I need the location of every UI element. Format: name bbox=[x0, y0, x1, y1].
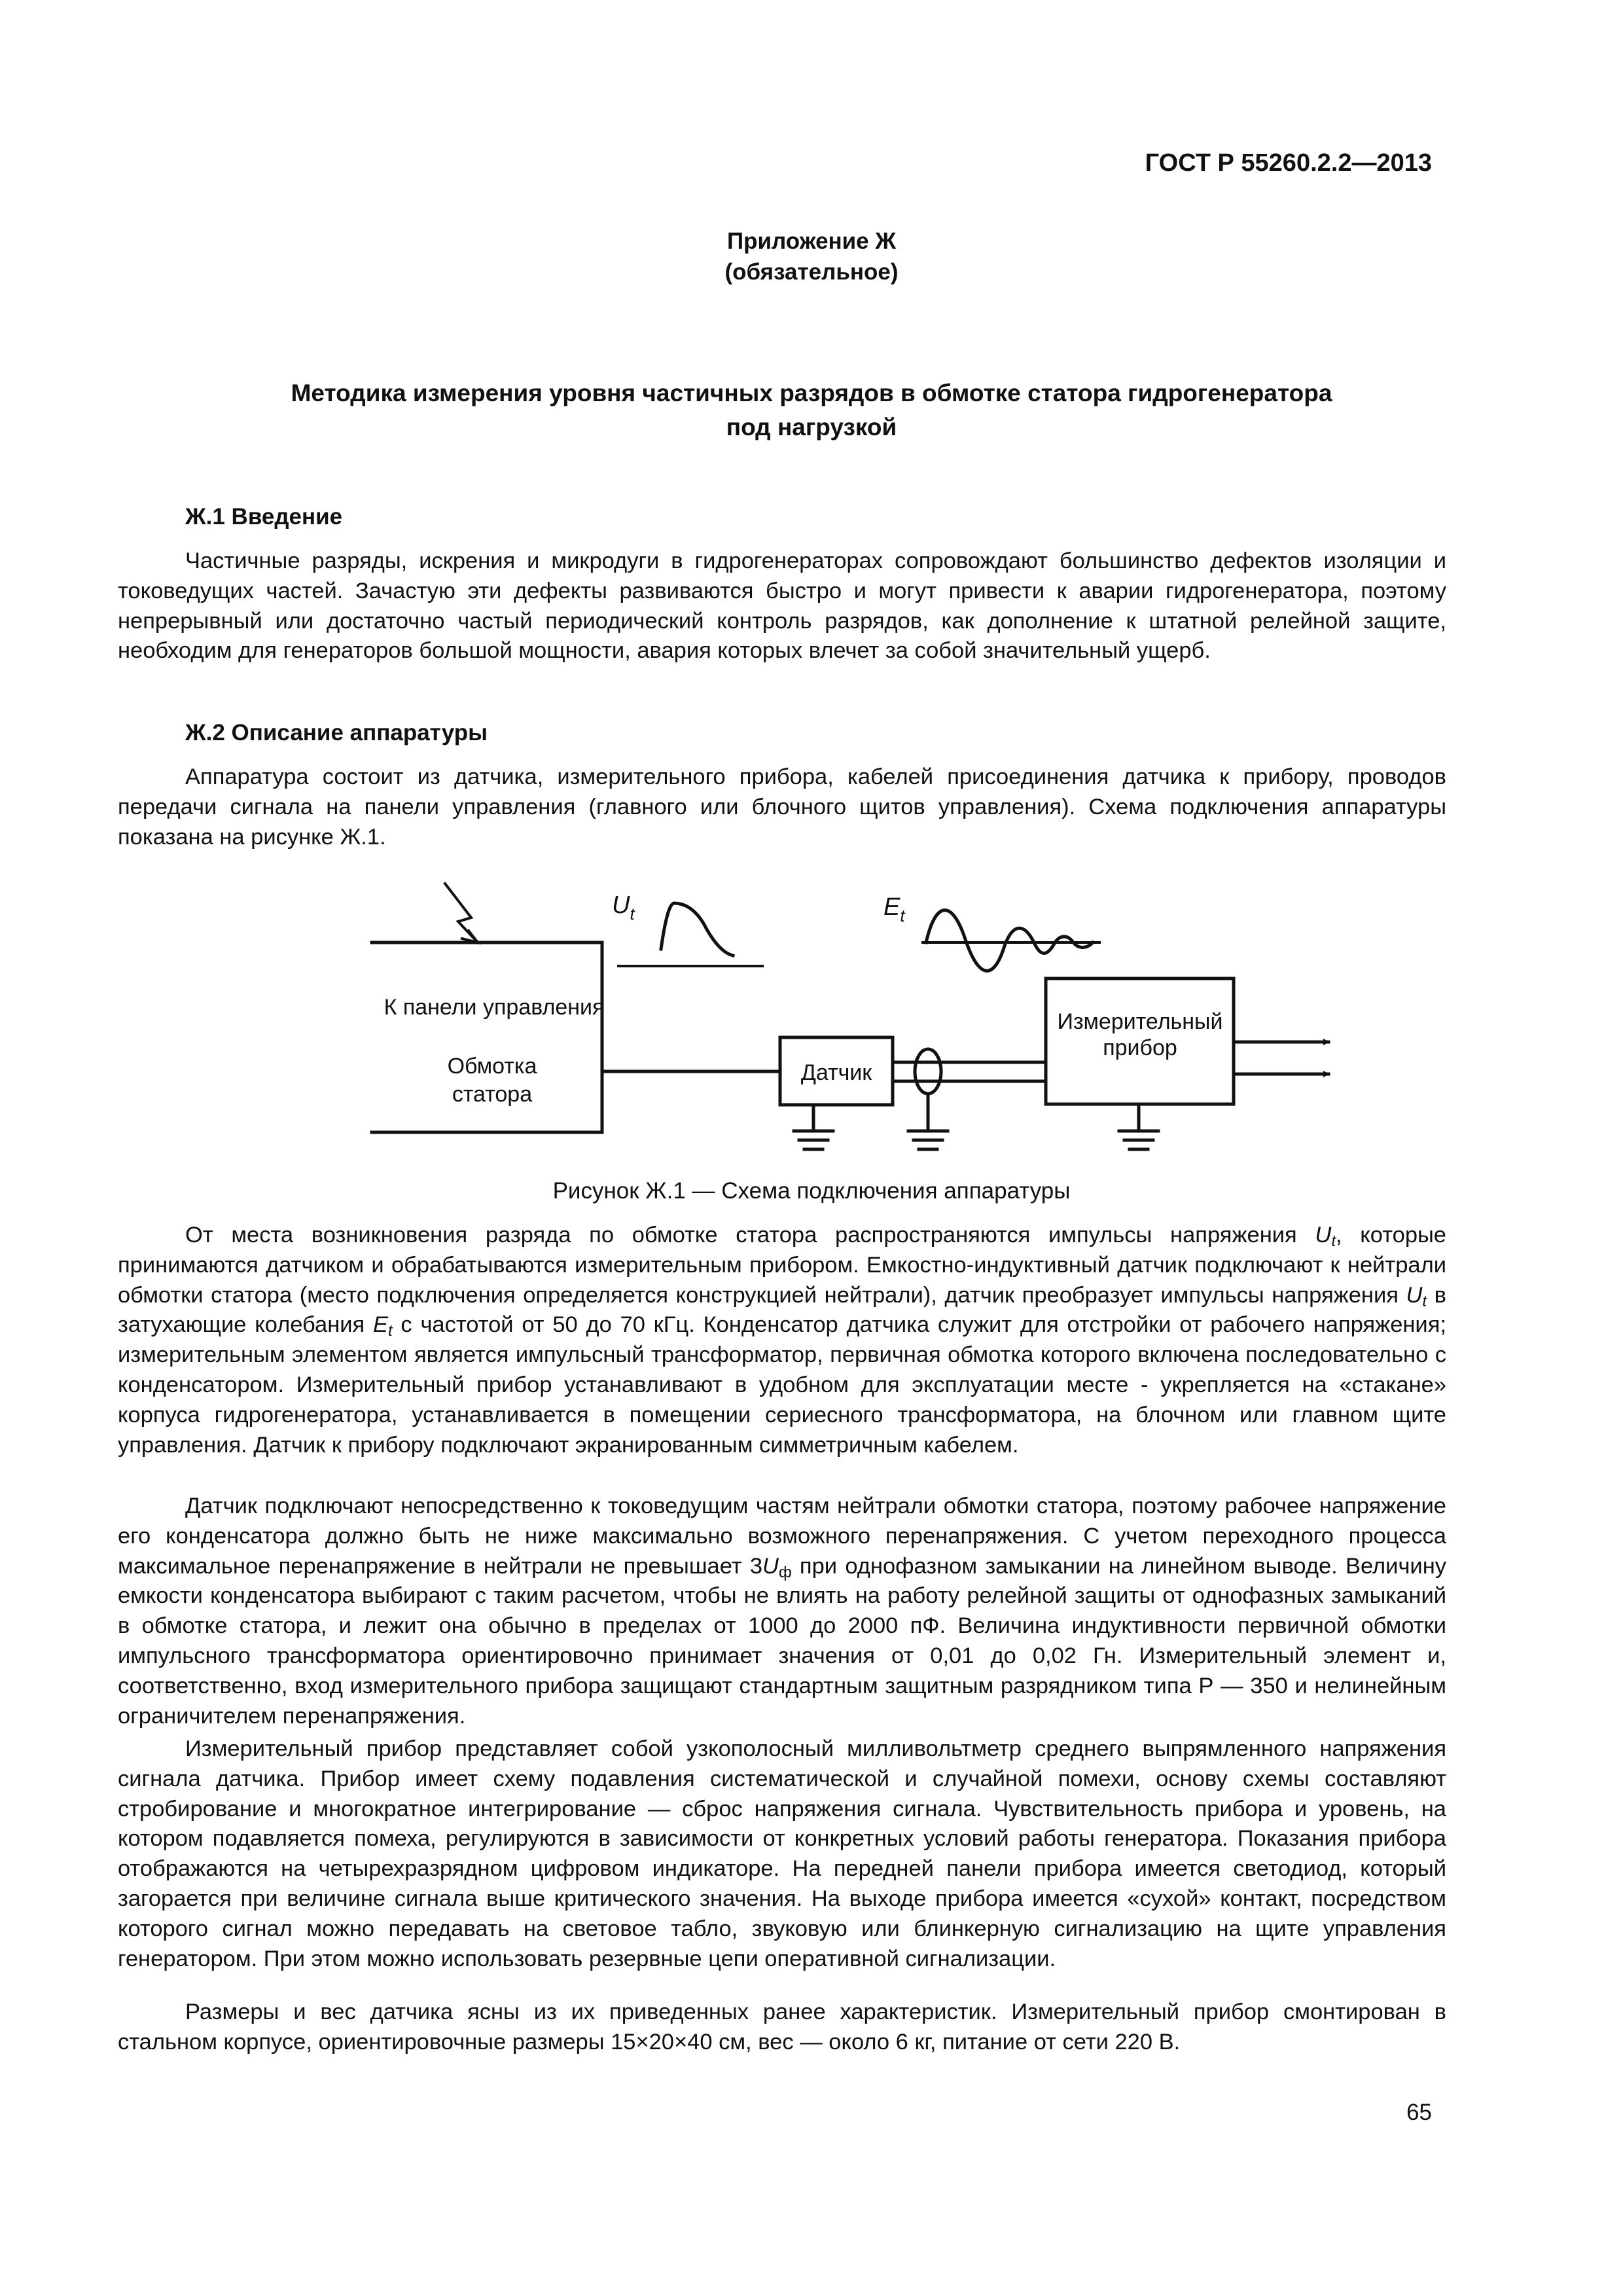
standard-code: ГОСТ Р 55260.2.2—2013 bbox=[1145, 149, 1432, 177]
cable-shield-icon bbox=[915, 1049, 941, 1094]
appendix-status: (обязательное) bbox=[724, 259, 899, 285]
page-number: 65 bbox=[1406, 2100, 1432, 2125]
label-ut: $U_t$ bbox=[612, 891, 635, 924]
label-winding-line-1: Обмотка bbox=[447, 1054, 537, 1079]
discharge-icon bbox=[445, 884, 478, 942]
paragraph-body-2: Датчик подключают непосредственно к токоведущим частям нейтрали обмотки статора, поэтому рабочее напряжение его конденсатора должно быть не ниже максимально возможного перенапряжения. С учетом переходного процесса максимальное перенапряжение в нейтрали не превышает $3U_ф$ при однофазном замыкании на линейном выводе. Величину емкости конденсатора выбирают с таким расчетом, чтобы не влиять на работу релейной защиты от однофазных замыканий в обмотке статора, и лежит она обычно в пределах от 1000 до 2000 пФ. Величина индуктивности первичной обмотки импульсного трансформатора ориентировочно принимает значения от 0,01 до 0,02 Гн. Измерительный элемент и, соответственно, вход измерительного прибора защищают стандартным защитным разрядником типа Р — 350 и нелинейным ограничителем перенапряжения. bbox=[118, 1494, 1447, 1729]
document-title bbox=[0, 376, 1623, 444]
paragraph-intro: Частичные разряды, искрения и микродуги в гидрогенераторах сопровождают большинство дефектов изоляции и токоведущих частей. Зачастую эти дефекты развиваются быстро и могут привести к аварии гидрогенератора, поэтому непрерывный или достаточно частый периодический контроль разрядов, как дополнение к штатной релейной защите, необходим для генераторов большой мощности, авария которых влечет за собой значительный ущерб. bbox=[118, 548, 1446, 664]
paragraph-body-4: Размеры и вес датчика ясны из их приведенных ранее характеристик. Измерительный прибор смонтирован в стальном корпусе, ориентировочные размеры 15×20×40 см, вес — около 6 кг, питание от сети 220 В. bbox=[118, 2000, 1446, 2054]
figure-caption: Рисунок Ж.1 — Схема подключения аппаратуры bbox=[552, 1178, 1071, 1204]
title-line-2: под нагрузкой bbox=[726, 414, 897, 440]
label-sensor: Датчик bbox=[800, 1060, 872, 1085]
paragraph-body-1: От места возникновения разряда по обмотке статора распространяются импульсы напряжения $U_t$, которые принимаются датчиком и обрабатываются измерительным прибором. Емкостно-индуктивный датчик подключают к нейтрали обмотки статора (место подключения определяется конструкцией нейтрали), датчик преобразует импульсы напряжения $U_t$ в затухающие колебания $E_t$ с частотой от 50 до 70 кГц. Конденсатор датчика служит для отстройки от рабочего напряжения; измерительным элементом является импульсный трансформатор, первичная обмотка которого включена последовательно с конденсатором. Измерительный прибор устанавливают в удобном для эксплуатации месте - укрепляется на «стакане» корпуса гидрогенератора, устанавливается в помещении сериесного трансформатора, на блочном или главном щите управления. Датчик к прибору подключают экранированным симметричным кабелем. bbox=[118, 1223, 1446, 1458]
paragraph-apparatus: Аппаратура состоит из датчика, измерительного прибора, кабелей присоединения датчика к прибору, проводов передачи сигнала на панели управления (главного или блочного щитов управления). Схема подключения аппаратуры показана на рисунке Ж.1. bbox=[118, 764, 1446, 850]
section-heading-intro: Ж.1 Введение bbox=[185, 504, 343, 529]
paragraph-body-3: Измерительный прибор представляет собой узкополосный милливольтметр среднего выпрямленного напряжения сигнала датчика. Прибор имеет схему подавления систематической и случайной помехи, основу схемы составляют стробирование и многократное интегрирование — сброс напряжения сигнала. Чувствительность прибора и уровень, на котором подавляется помеха, регулируются в зависимости от конкретных условий работы генератора. Показания прибора отображаются на четырехразрядном цифровом индикаторе. На передней панели прибора имеется светодиод, который загорается при величине сигнала выше критического значения. На выходе прибора имеется «сухой» контакт, посредством которого сигнал можно передавать на световое табло, звуковую или блинкерную сигнализацию на щите управления генератором. При этом можно использовать резервные цепи оперативной сигнализации. bbox=[118, 1736, 1446, 1971]
appendix-header bbox=[0, 226, 1623, 287]
ut-pulse-waveform bbox=[661, 903, 733, 956]
title-line-1: Методика измерения уровня частичных разрядов в обмотке статора гидрогенератора bbox=[291, 380, 1332, 406]
label-winding-line-2: статора bbox=[452, 1082, 533, 1107]
section-heading-apparatus: Ж.2 Описание аппаратуры bbox=[185, 720, 488, 745]
label-meter-line-1: Измерительный bbox=[1057, 1009, 1223, 1034]
connection-diagram bbox=[0, 864, 1623, 1172]
label-control-panel: К панели управления bbox=[383, 995, 605, 1020]
et-oscillation-waveform bbox=[926, 910, 1093, 971]
label-et: $E_t$ bbox=[883, 893, 905, 925]
label-meter-line-2: прибор bbox=[1103, 1035, 1177, 1060]
appendix-label: Приложение Ж bbox=[726, 228, 897, 254]
discharge-icon-tip bbox=[462, 931, 478, 942]
